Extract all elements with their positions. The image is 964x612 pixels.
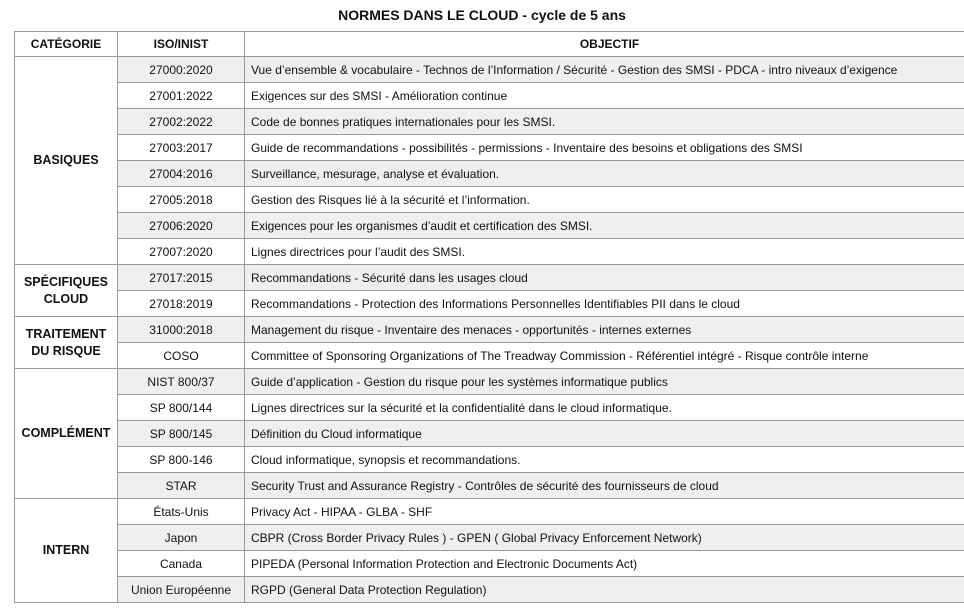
objective-cell: Recommandations - Protection des Informations Personnelles Identifiables PII dans le cloud: [245, 291, 964, 317]
iso-cell: COSO: [118, 343, 245, 369]
header-row: [15, 32, 964, 57]
objective-cell: PIPEDA (Personal Information Protection and Electronic Documents Act): [245, 551, 964, 577]
table-row: [15, 343, 964, 369]
objective-cell: Vue d’ensemble & vocabulaire - Technos de l’Information / Sécurité - Gestion des SMSI - PDCA - intro niveaux d’exigence: [245, 57, 964, 83]
table-row: [15, 265, 964, 291]
iso-cell: États-Unis: [118, 499, 245, 525]
objective-cell: Définition du Cloud informatique: [245, 421, 964, 447]
table-row: [15, 109, 964, 135]
category-cell: INTERN: [15, 499, 118, 603]
iso-cell: 27007:2020: [118, 239, 245, 265]
iso-cell: SP 800/145: [118, 421, 245, 447]
objective-cell: Exigences sur des SMSI - Amélioration continue: [245, 83, 964, 109]
iso-cell: 27002:2022: [118, 109, 245, 135]
iso-cell: 27004:2016: [118, 161, 245, 187]
iso-cell: 27017:2015: [118, 265, 245, 291]
table-row: [15, 499, 964, 525]
iso-cell: NIST 800/37: [118, 369, 245, 395]
header-category: CATÉGORIE: [15, 32, 118, 57]
table-row: [15, 421, 964, 447]
objective-cell: RGPD (General Data Protection Regulation): [245, 577, 964, 603]
table-row: [15, 577, 964, 603]
objective-cell: Management du risque - Inventaire des menaces - opportunités - internes externes: [245, 317, 964, 343]
header-iso: ISO/INIST: [118, 32, 245, 57]
objective-cell: Committee of Sponsoring Organizations of The Treadway Commission - Référentiel intégré - Risque contrôle interne: [245, 343, 964, 369]
objective-cell: Security Trust and Assurance Registry - Contrôles de sécurité des fournisseurs de cloud: [245, 473, 964, 499]
table-row: [15, 187, 964, 213]
iso-cell: SP 800/144: [118, 395, 245, 421]
iso-cell: 27005:2018: [118, 187, 245, 213]
objective-cell: Lignes directrices sur la sécurité et la confidentialité dans le cloud informatique.: [245, 395, 964, 421]
table-row: [15, 473, 964, 499]
table-row: [15, 317, 964, 343]
table-row: [15, 551, 964, 577]
table-row: [15, 525, 964, 551]
objective-cell: Guide de recommandations - possibilités - permissions - Inventaire des besoins et obligations des SMSI: [245, 135, 964, 161]
page-title: NORMES DANS LE CLOUD - cycle de 5 ans: [338, 7, 626, 23]
standards-table: [14, 31, 964, 603]
table-row: [15, 135, 964, 161]
category-cell: SPÉCIFIQUES CLOUD: [15, 265, 118, 317]
iso-cell: SP 800-146: [118, 447, 245, 473]
objective-cell: Recommandations - Sécurité dans les usages cloud: [245, 265, 964, 291]
iso-cell: 27000:2020: [118, 57, 245, 83]
iso-cell: Canada: [118, 551, 245, 577]
table-row: [15, 83, 964, 109]
iso-cell: Japon: [118, 525, 245, 551]
table-row: [15, 395, 964, 421]
category-cell: COMPLÉMENT: [15, 369, 118, 499]
table-row: [15, 161, 964, 187]
objective-cell: Lignes directrices pour l’audit des SMSI.: [245, 239, 964, 265]
objective-cell: Surveillance, mesurage, analyse et évaluation.: [245, 161, 964, 187]
iso-cell: STAR: [118, 473, 245, 499]
objective-cell: Cloud informatique, synopsis et recommandations.: [245, 447, 964, 473]
table-row: [15, 447, 964, 473]
objective-cell: Gestion des Risques lié à la sécurité et l’information.: [245, 187, 964, 213]
header-objective: OBJECTIF: [245, 32, 964, 57]
iso-cell: 27003:2017: [118, 135, 245, 161]
table-row: [15, 57, 964, 83]
iso-cell: 31000:2018: [118, 317, 245, 343]
category-cell: BASIQUES: [15, 57, 118, 265]
table-body: [15, 57, 964, 603]
iso-cell: 27001:2022: [118, 83, 245, 109]
objective-cell: Exigences pour les organismes d’audit et certification des SMSI.: [245, 213, 964, 239]
iso-cell: 27006:2020: [118, 213, 245, 239]
objective-cell: Code de bonnes pratiques internationales pour les SMSI.: [245, 109, 964, 135]
iso-cell: Union Européenne: [118, 577, 245, 603]
table-row: [15, 369, 964, 395]
objective-cell: CBPR (Cross Border Privacy Rules ) - GPEN ( Global Privacy Enforcement Network): [245, 525, 964, 551]
table-row: [15, 239, 964, 265]
table-row: [15, 291, 964, 317]
iso-cell: 27018:2019: [118, 291, 245, 317]
category-cell: TRAITEMENT DU RISQUE: [15, 317, 118, 369]
objective-cell: Guide d’application - Gestion du risque pour les systèmes informatique publics: [245, 369, 964, 395]
objective-cell: Privacy Act - HIPAA - GLBA - SHF: [245, 499, 964, 525]
table-row: [15, 213, 964, 239]
